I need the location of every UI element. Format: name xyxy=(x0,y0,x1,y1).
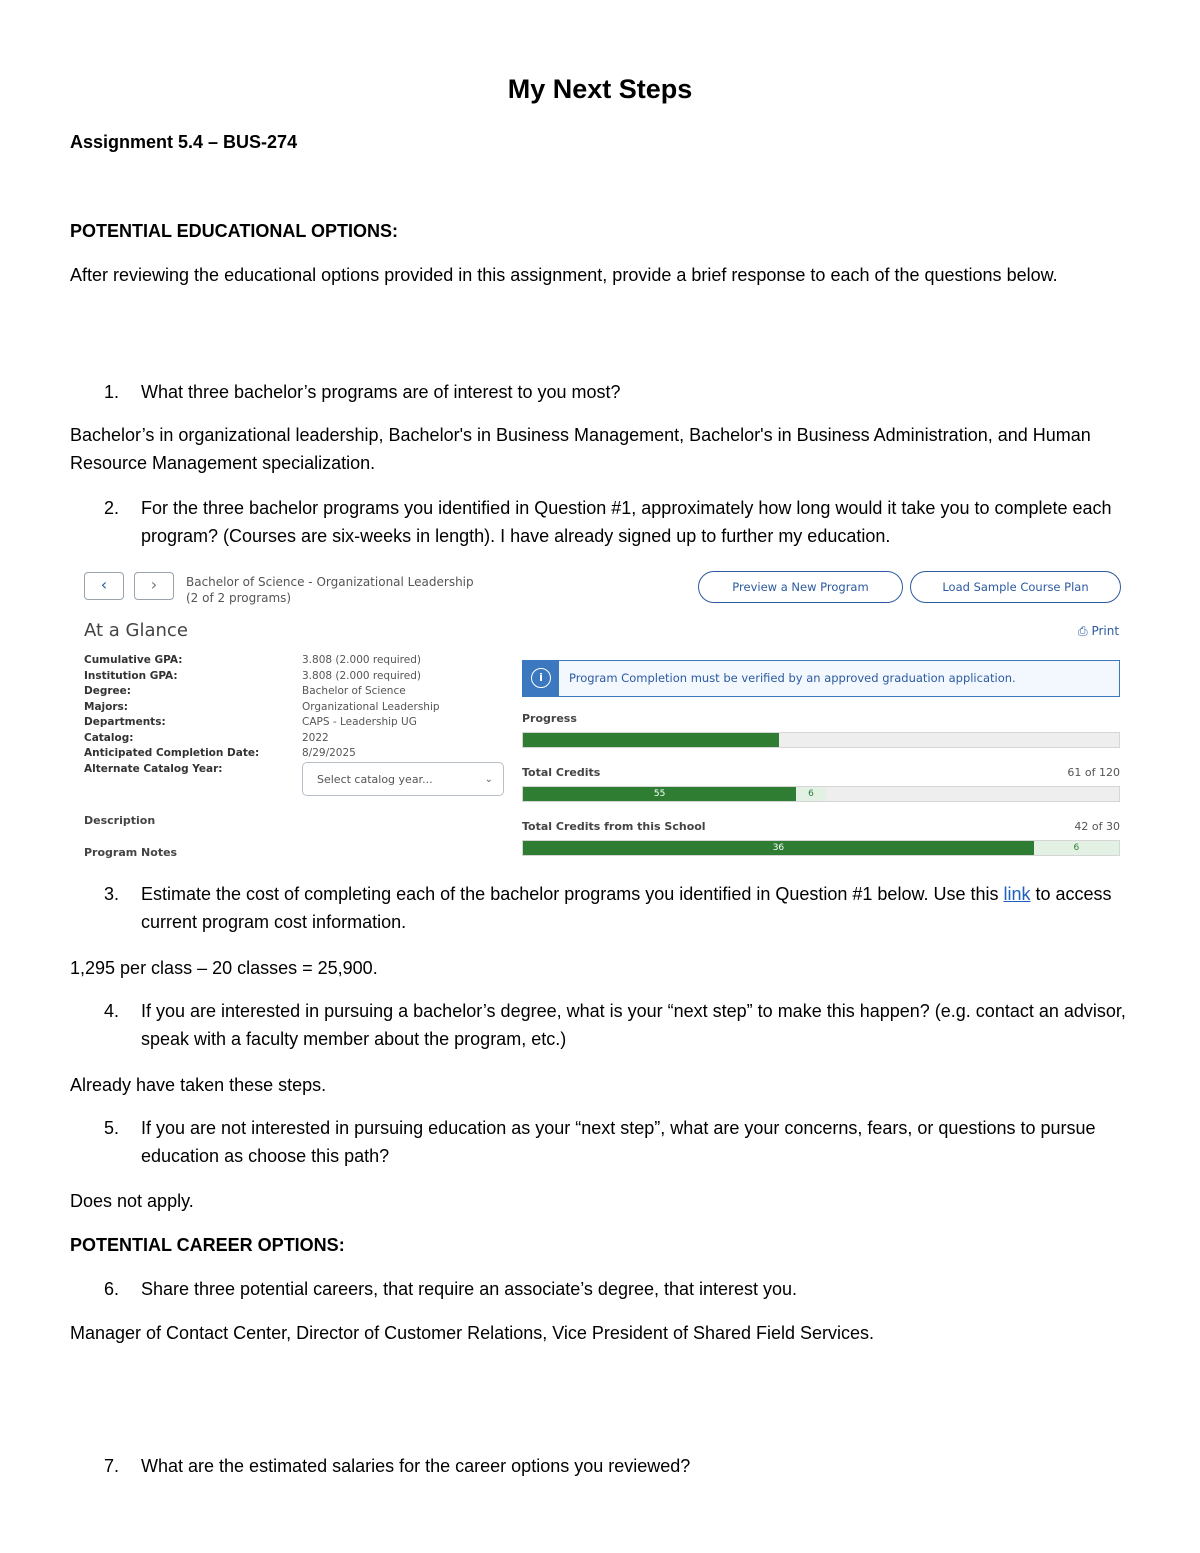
field-value: CAPS - Leadership UG xyxy=(302,716,417,728)
intro-paragraph: After reviewing the educational options provided in this assignment, provide a brief response to each of the questions below. xyxy=(70,265,1058,285)
preview-new-program-button[interactable]: Preview a New Program xyxy=(698,571,903,603)
school-credits-completed: 36 xyxy=(523,841,1034,855)
question-2 xyxy=(104,494,1134,550)
school-credits-label: Total Credits from this School xyxy=(522,820,706,833)
field-label: Degree: xyxy=(84,685,131,697)
load-sample-course-plan-button[interactable]: Load Sample Course Plan xyxy=(910,571,1121,603)
school-credits-bar xyxy=(522,840,1120,856)
question-5 xyxy=(104,1114,1134,1170)
question-number: 5. xyxy=(104,1118,120,1138)
program-title: Bachelor of Science - Organizational Leadership xyxy=(186,575,474,589)
next-program-button[interactable] xyxy=(134,572,174,600)
section-heading-education: POTENTIAL EDUCATIONAL OPTIONS: xyxy=(70,221,399,241)
question-text: What are the estimated salaries for the career options you reviewed? xyxy=(141,1456,691,1476)
question-text: What three bachelor’s programs are of interest to you most? xyxy=(141,382,621,402)
question-text: Share three potential careers, that require an associate’s degree, that interest you. xyxy=(141,1279,798,1299)
degree-audit-screenshot xyxy=(78,566,1128,866)
question-number: 2. xyxy=(104,498,120,518)
chevron-right-icon: › xyxy=(150,575,158,594)
question-number: 4. xyxy=(104,1001,120,1021)
progress-bar xyxy=(522,732,1120,748)
info-icon: i xyxy=(531,668,551,688)
field-label: Departments: xyxy=(84,716,166,728)
question-number: 7. xyxy=(104,1456,120,1476)
chevron-left-icon: ‹ xyxy=(100,575,108,594)
field-label: Institution GPA: xyxy=(84,669,178,682)
field-value: Organizational Leadership xyxy=(302,700,440,713)
question-4 xyxy=(104,997,1134,1053)
progress-fill xyxy=(523,733,779,747)
answer-1: Bachelor’s in organizational leadership, Bachelor's in Business Management, Bachelor's in Business Administration, and Human Resource Management specialization. xyxy=(70,425,1091,473)
question-text: For the three bachelor programs you identified in Question #1, approximately how long would it take you to complete each program? (Courses are six-weeks in length). I have already signed up to further my education. xyxy=(141,498,1112,546)
field-label: Majors: xyxy=(84,700,128,713)
field-value: 2022 xyxy=(302,731,329,744)
assignment-heading: Assignment 5.4 – BUS-274 xyxy=(70,132,298,152)
catalog-year-select[interactable] xyxy=(302,762,504,796)
chevron-down-icon: ⌄ xyxy=(484,774,493,785)
question-number: 3. xyxy=(104,884,120,904)
field-label: Anticipated Completion Date: xyxy=(84,747,260,759)
section-heading-career: POTENTIAL CAREER OPTIONS: xyxy=(70,1235,345,1255)
question-number: 1. xyxy=(104,382,120,402)
question-text: Estimate the cost of completing each of the bachelor programs you identified in Question #1 below. Use this link to access current program cost information. xyxy=(141,884,1112,932)
prev-program-button[interactable] xyxy=(84,572,124,600)
field-label: Cumulative GPA: xyxy=(84,654,183,666)
field-value: 3.808 (2.000 required) xyxy=(302,654,421,666)
field-label: Alternate Catalog Year: xyxy=(84,762,223,775)
answer-3: 1,295 per class – 20 classes = 25,900. xyxy=(70,958,378,978)
total-credits-bar xyxy=(522,786,1120,802)
program-notes-toggle[interactable]: Program Notes xyxy=(84,846,178,859)
question-text: If you are interested in pursuing a bachelor’s degree, what is your “next step” to make this happen? (e.g. contact an advisor, speak with a faculty member about the program, etc.) xyxy=(141,1001,1126,1049)
page-title: My Next Steps xyxy=(507,74,693,104)
answer-6: Manager of Contact Center, Director of Customer Relations, Vice President of Shared Field Services. xyxy=(70,1323,875,1343)
description-toggle[interactable]: Description xyxy=(84,814,156,827)
school-credits-in-progress: 6 xyxy=(1034,841,1119,855)
at-a-glance-heading: At a Glance xyxy=(84,620,188,641)
print-link[interactable] xyxy=(1078,624,1119,639)
question-text: If you are not interested in pursuing education as your “next step”, what are your concerns, fears, or questions to pursue education as choose this path? xyxy=(141,1118,1096,1166)
program-title-block xyxy=(186,574,474,606)
field-label: Catalog: xyxy=(84,731,134,744)
field-value: 8/29/2025 xyxy=(302,747,356,759)
question-3 xyxy=(104,880,1134,936)
progress-label: Progress xyxy=(522,712,577,725)
total-credits-completed: 55 xyxy=(523,787,796,801)
question-number: 6. xyxy=(104,1279,120,1299)
school-credits-value: 42 of 30 xyxy=(1074,820,1120,833)
info-alert xyxy=(522,660,1120,697)
total-credits-in-progress: 6 xyxy=(796,787,826,801)
field-value: 3.808 (2.000 required) xyxy=(302,669,421,682)
print-label: Print xyxy=(1091,624,1120,638)
catalog-year-selected: Select catalog year... xyxy=(317,773,433,786)
answer-5: Does not apply. xyxy=(70,1191,194,1211)
field-value: Bachelor of Science xyxy=(302,685,406,697)
answer-4: Already have taken these steps. xyxy=(70,1075,327,1095)
total-credits-label: Total Credits xyxy=(522,766,601,779)
program-count: (2 of 2 programs) xyxy=(186,591,292,605)
printer-icon: ⎙ xyxy=(1078,624,1088,638)
total-credits-value: 61 of 120 xyxy=(1067,766,1120,779)
info-message: Program Completion must be verified by an approved graduation application. xyxy=(569,671,1016,685)
program-cost-link[interactable]: link xyxy=(1003,884,1031,904)
